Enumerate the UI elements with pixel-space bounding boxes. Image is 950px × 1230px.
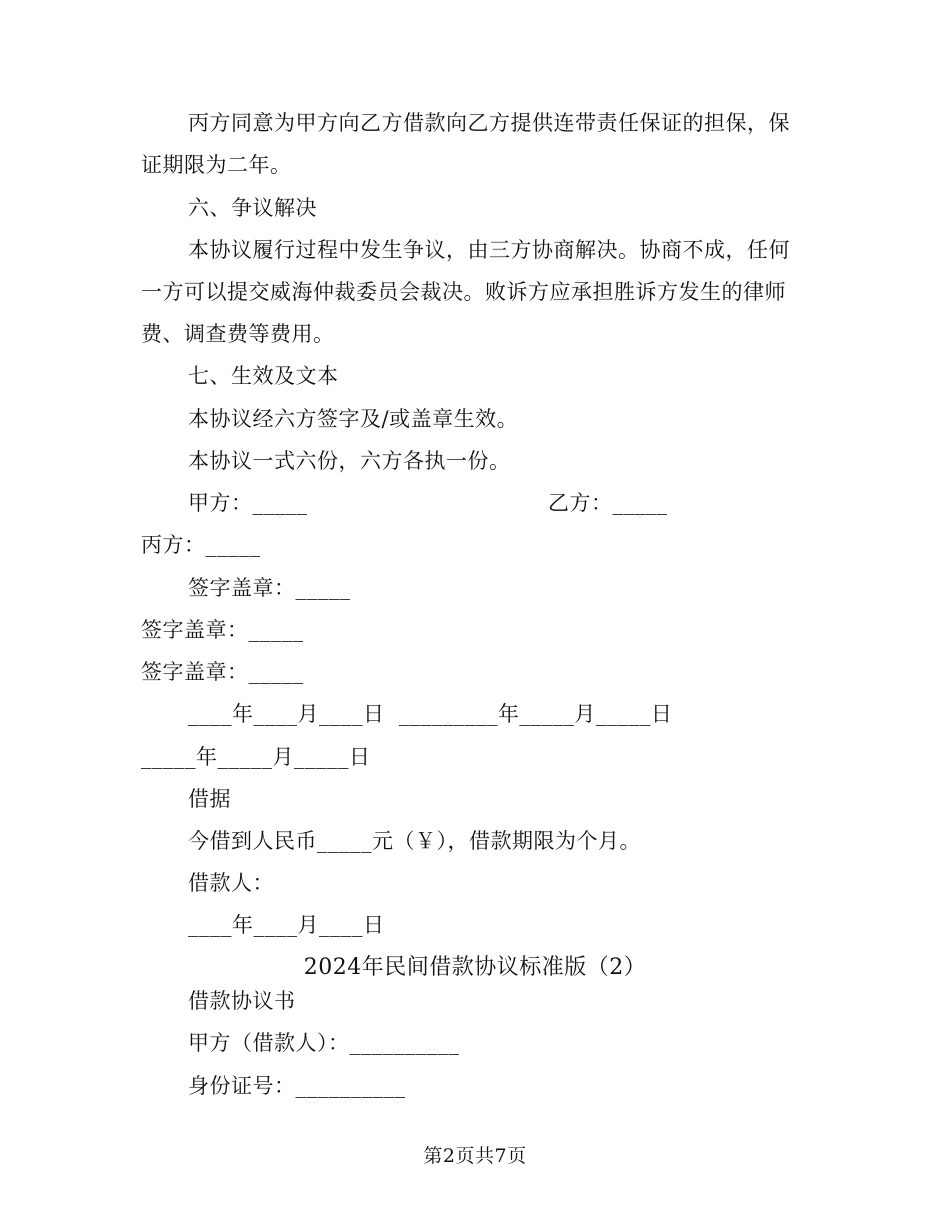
section-heading-effect: 七、生效及文本	[188, 364, 339, 388]
receipt-borrower: 借款人：	[188, 871, 274, 895]
party-a-signature-line: 甲方：_____	[188, 491, 308, 515]
party-a-borrower-field: 甲方（借款人）：__________	[188, 1031, 460, 1055]
agreement-title: 借款协议书	[188, 989, 296, 1013]
date-line-1: ____年____月____日 _________年_____月_____日	[188, 702, 673, 726]
paragraph-guarantee-line1: 丙方同意为甲方向乙方借款向乙方提供连带责任保证的担保，保	[188, 111, 790, 135]
section-title: 2024年民间借款协议标准版（2）	[303, 955, 647, 980]
page-number-footer: 第2页共7页	[423, 1145, 527, 1167]
paragraph-guarantee-line2: 证期限为二年。	[141, 153, 292, 177]
date-line-2: _____年_____月_____日	[141, 745, 371, 769]
party-b-signature-line: 乙方：_____	[548, 491, 668, 515]
party-c-signature-line: 丙方：_____	[141, 533, 261, 557]
section-heading-dispute: 六、争议解决	[188, 196, 317, 220]
id-number-field: 身份证号：__________	[188, 1074, 406, 1098]
receipt-title: 借据	[188, 787, 231, 811]
seal-line-1: 签字盖章：_____	[188, 576, 351, 600]
receipt-date: ____年____月____日	[188, 913, 385, 937]
seal-line-2: 签字盖章：_____	[141, 618, 304, 642]
paragraph-copies: 本协议一式六份，六方各执一份。	[188, 449, 511, 473]
paragraph-dispute-line3: 费、调查费等费用。	[141, 322, 335, 346]
paragraph-dispute-line1: 本协议履行过程中发生争议，由三方协商解决。协商不成，任何	[188, 238, 790, 262]
seal-line-3: 签字盖章：_____	[141, 660, 304, 684]
paragraph-effect: 本协议经六方签字及/或盖章生效。	[188, 407, 519, 431]
receipt-text: 今借到人民币_____元（￥），借款期限为个月。	[188, 829, 641, 853]
paragraph-dispute-line2: 一方可以提交威海仲裁委员会裁决。败诉方应承担胜诉方发生的律师	[141, 280, 786, 304]
